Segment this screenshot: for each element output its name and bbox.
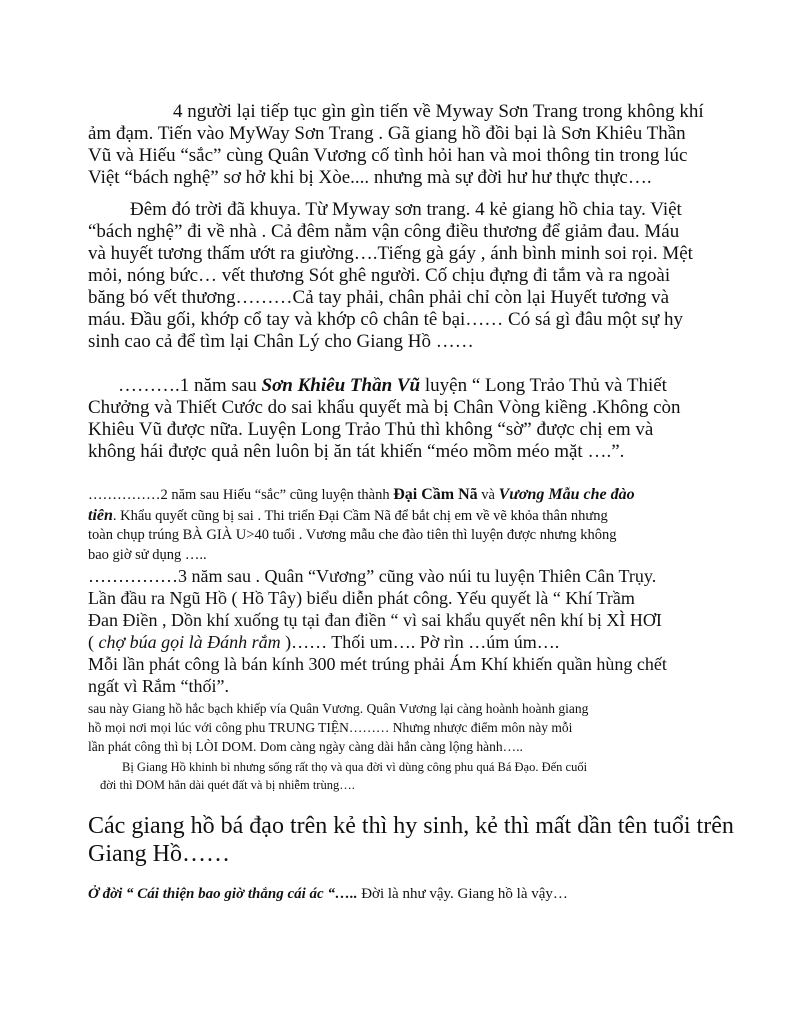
emphasis-phrase: chợ búa gọi là Đánh rắm xyxy=(98,632,281,652)
text-line: và huyết tương thấm ướt ra giường….Tiếng gà gáy , ánh bình minh soi rọi. Mệt xyxy=(88,243,693,264)
emphasis-phrase: Ở đời “ Cái thiện bao giờ thắng cái ác “….. xyxy=(88,886,358,902)
text-line xyxy=(118,375,667,397)
text-run: ……….1 năm sau xyxy=(118,375,262,396)
text-line: ngất vì Rắm “thối”. xyxy=(88,676,229,696)
text-line: Giang Hồ…… xyxy=(88,841,230,867)
text-line: máu. Đầu gối, khớp cổ tay và khớp cô chân tê bại…… Có sá gì đâu một sự hy xyxy=(88,309,684,330)
emphasis-name: Vương Mẫu che đào xyxy=(498,486,635,503)
text-line: sau này Giang hồ hắc bạch khiếp vía Quân Vương. Quân Vương lại càng hoành hoành giang xyxy=(88,701,589,716)
text-line: bao giờ sử dụng ….. xyxy=(88,547,207,563)
text-line: “bách nghệ” đi về nhà . Cả đêm nằm vận công điều thương để giảm đau. Máu xyxy=(88,221,680,242)
text-line xyxy=(88,507,608,525)
text-line xyxy=(88,486,635,504)
text-line: Vũ và Hiếu “sắc” cùng Quân Vương cố tình hỏi han và moi thông tin trong lúc xyxy=(88,145,688,166)
text-line: Đan Điền , Dồn khí xuống tụ tại đan điền “ vì sai khẩu quyết nên khí bị XÌ HƠI xyxy=(88,610,662,630)
text-line: Lần đầu ra Ngũ Hồ ( Hồ Tây) biểu diễn phát công. Yếu quyết là “ Khí Trầm xyxy=(88,588,635,608)
text-run: luyện “ Long Trảo Thủ và Thiết xyxy=(420,375,667,396)
text-line: lần phát công thì bị LÒI DOM. Dom càng ngày càng dài hắn càng lộng hành….. xyxy=(88,739,523,754)
text-line: hồ mọi nơi mọi lúc với công phu TRUNG TIỆN……… Nhưng nhược điểm môn này mỗi xyxy=(88,720,573,735)
text-line: Đêm đó trời đã khuya. Từ Myway sơn trang. 4 kẻ giang hồ chia tay. Việt xyxy=(130,199,682,220)
text-line: Chưởng và Thiết Cước do sai khẩu quyết mà bị Chân Vòng kiềng .Không còn xyxy=(88,397,681,418)
text-line xyxy=(88,632,559,653)
text-line: đời thì DOM hắn dài quét đất và bị nhiễm trùng…. xyxy=(100,778,355,792)
text-line: Bị Giang Hồ khinh bỉ nhưng sống rất thọ và qua đời vì dùng công phu quá Bá Đạo. Đến cuối xyxy=(122,760,588,774)
text-run: )…… Thối um…. Pờ rìn …úm úm…. xyxy=(280,632,560,652)
text-line xyxy=(88,886,568,903)
text-run: . Khẩu quyết cũng bị sai . Thi triển Đại Cầm Nã để bắt chị em về vẽ khỏa thân nhưng xyxy=(112,508,608,524)
text-line: 4 người lại tiếp tục gìn gìn tiến về Myway Sơn Trang trong không khí xyxy=(173,101,704,122)
text-line: không hái được quả nên luôn bị ăn tát khiến “méo mồm méo mặt ….”. xyxy=(88,441,625,462)
text-line: băng bó vết thương………Cả tay phải, chân phải chỉ còn lại Huyết tương và xyxy=(88,287,670,308)
text-line: Việt “bách nghệ” sơ hở khi bị Xòe.... nhưng mà sự đời hư hư thực thực…. xyxy=(88,167,652,188)
text-line: ……………3 năm sau . Quân “Vương” cũng vào núi tu luyện Thiên Cân Trụy. xyxy=(88,566,657,586)
text-line: ảm đạm. Tiến vào MyWay Sơn Trang . Gã giang hồ đồi bại là Sơn Khiêu Thần xyxy=(88,123,686,144)
text-run: ……………2 năm sau Hiếu “sắc” cũng luyện thành xyxy=(88,487,394,503)
text-run: ( xyxy=(88,632,99,652)
emphasis-name: tiên xyxy=(88,507,113,524)
text-line: Các giang hồ bá đạo trên kẻ thì hy sinh, kẻ thì mất dần tên tuổi trên xyxy=(88,813,734,839)
text-line: toàn chụp trúng BÀ GIÀ U>40 tuổi . Vương mẫu che đào tiên thì luyện được nhưng không xyxy=(88,527,617,543)
text-line: sinh cao cả để tìm lại Chân Lý cho Giang Hồ …… xyxy=(88,331,474,352)
emphasis-name: Đại Cầm Nã xyxy=(393,486,478,503)
text-line: mỏi, nóng bức… vết thương Sót ghê người. Cố chịu đựng đi tắm và ra ngoài xyxy=(88,265,671,286)
text-line: Mỗi lần phát công là bán kính 300 mét trúng phải Ám Khí khiến quần hùng chết xyxy=(88,654,667,674)
emphasis-name: Sơn Khiêu Thần Vũ xyxy=(261,375,421,396)
text-run: và xyxy=(477,487,499,503)
text-run: Đời là như vậy. Giang hồ là vậy… xyxy=(357,886,568,902)
text-line: Khiêu Vũ được nữa. Luyện Long Trảo Thủ thì không “sờ” được chị em và xyxy=(88,419,654,440)
